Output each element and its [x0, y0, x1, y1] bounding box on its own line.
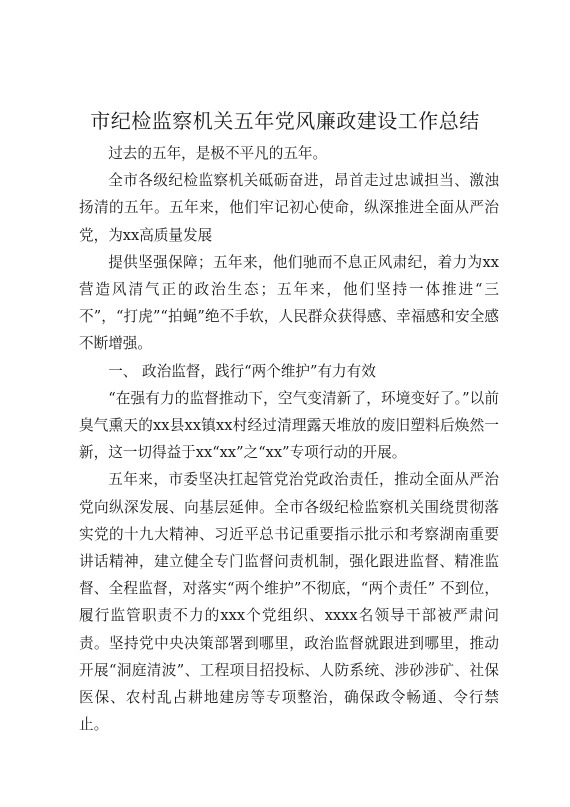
- paragraph: 提供坚强保障；五年来，他们驰而不息正风肃纪，着力为xx营造风清气正的政治生态；五年来，他们坚持一体推进“三不”，“打虎”“拍蝇”绝不手软，人民群众获得感、幸福感和安全感不断增强。: [79, 253, 499, 353]
- paragraph: 五年来，市委坚决扛起管党治党政治责任，推动全面从严治党向纵深发展、向基层延伸。全市各级纪检监察机关围绕贯彻落实党的十九大精神、习近平总书记重要指示批示和考察湖南重要讲话精神，建立健全专门监督问责机制，强化跟进监督、精准监督、全程监督，对落实“两个维护”不彻底，“两个责任” 不到位，履行监管职责不力的xxx个党组织、xxxx名领导干部被严肃问责。坚持党中央决策部署到哪里，政治监督就跟进到哪里，推动开展“洞庭清波”、工程项目招投标、人防系统、涉砂涉矿、社保医保、农村乱占耕地建房等专项整治，确保政令畅通、令行禁止。: [79, 471, 499, 734]
- paragraph: 全市各级纪检监察机关砥砺奋进，昂首走过忠诚担当、激浊扬清的五年。五年来，他们牢记初心使命，纵深推进全面从严治党，为xx高质量发展: [79, 172, 499, 244]
- document-title: 市纪检监察机关五年党风廉政建设工作总结: [90, 109, 480, 133]
- section-heading: 一、 政治监督，践行“两个维护”有力有效: [108, 362, 376, 380]
- paragraph: 过去的五年，是极不平凡的五年。: [108, 145, 328, 162]
- paragraph: “在强有力的监督推动下，空气变清新了，环境变好了。”以前臭气熏天的xx县xx镇xx村经过清理露天堆放的废旧塑料后焕然一新，这一切得益于xx“xx”之“xx”专项行动的开展。: [79, 389, 499, 462]
- document-body: [79, 140, 499, 738]
